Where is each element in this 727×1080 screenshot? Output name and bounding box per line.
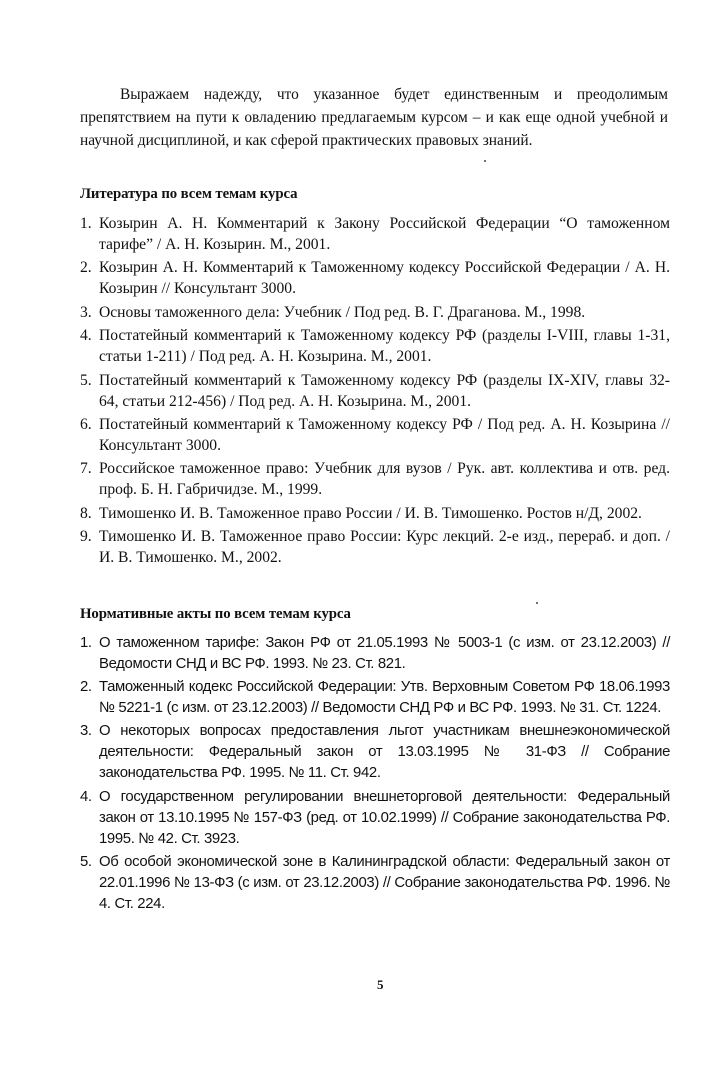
literature-list [80,213,670,571]
scan-speck [484,160,486,162]
list-item [80,852,670,915]
item-text: Об особой экономической зоне в Калининградской области: Федеральный закон от 22.01.1996 № 13-ФЗ (с изм. от 23.12.2003) // Собрание законодательства РФ. 1996. № 4. Ст. 224. [99,853,670,912]
list-item [80,503,670,524]
acts-heading: Нормативные акты по всем темам курса [80,606,351,622]
list-item [80,414,670,456]
item-text: Постатейный комментарий к Таможенному кодексу РФ (разделы I-VIII, главы 1-31, статьи 1-211) / Под ред. А. Н. Козырина. М., 2001. [99,327,670,366]
item-number: 1. [80,635,92,651]
item-text: О государственном регулировании внешнеторговой деятельности: Федеральный закон от 13.10.1995 № 157-ФЗ (ред. от 10.02.1999) // Собрание законодательства РФ. 1995. № 42. Ст. 3923. [99,788,670,847]
item-number: 4. [80,788,92,805]
item-text: Постатейный комментарий к Таможенному кодексу РФ (разделы IX-XIV, главы 32-64, статьи 212-456) / Под ред. А. Н. Козырина. М., 2001. [99,371,670,410]
list-item [80,633,670,675]
intro-paragraph: Выражаем надежду, что указанное будет единственным и преодолимым препятствием на пути к овладению предлагаемым курсом – и как еще одной учебной и научной дисциплиной, и как сферой практических правовых знаний. [80,86,668,150]
item-number: 6. [80,415,92,433]
list-item [80,721,670,784]
item-text: Основы таможенного дела: Учебник / Под ред. В. Г. Драганова. М., 1998. [99,303,586,321]
list-item [80,257,670,299]
list-item [80,677,670,719]
scan-speck [536,602,538,604]
list-item [80,787,670,850]
list-item [80,325,670,367]
item-number: 8. [80,504,92,522]
item-number: 4. [80,327,92,345]
acts-list [80,633,670,917]
item-number: 5. [80,853,92,870]
item-number: 3. [80,303,92,321]
page-number: 5 [377,977,384,992]
list-item [80,526,670,568]
list-item [80,370,670,412]
item-text: Козырин А. Н. Комментарий к Таможенному кодексу Российской Федерации / А. Н. Козырин // Консультант 3000. [99,259,670,298]
list-item [80,213,670,255]
item-number: 3. [80,723,92,740]
item-text: О таможенном тарифе: Закон РФ от 21.05.1993 № 5003-1 (с изм. от 23.12.2003) // Ведомости СНД и ВС РФ. 1993. № 23. Ст. 821. [99,635,670,672]
item-text: Тимошенко И. В. Таможенное право России: Курс лекций. 2-е изд., перераб. и доп. / И. В. Тимошенко. М., 2002. [99,528,670,567]
item-text: Таможенный кодекс Российской Федерации: Утв. Верховным Советом РФ 18.06.1993 № 5221-1 (с изм. от 23.12.2003) // Ведомости СНД РФ и ВС РФ. 1993. № 31. Ст. 1224. [99,679,670,717]
item-number: 1. [80,215,92,232]
list-item [80,458,670,500]
item-text: Постатейный комментарий к Таможенному кодексу РФ / Под ред. А. Н. Козырина // Консультант 3000. [99,415,670,454]
item-text: О некоторых вопросах предоставления льгот участникам внешнеэкономической деятельности: Федеральный закон от 13.03.1995 № 31-ФЗ // Собрание законодательства РФ. 1995. № 11. Ст. 942. [99,723,670,782]
item-number: 2. [80,679,92,696]
item-number: 5. [80,371,92,389]
literature-heading: Литература по всем темам курса [80,186,298,202]
item-number: 7. [80,460,92,478]
item-number: 9. [80,528,92,546]
list-item [80,302,670,323]
item-number: 2. [80,259,92,277]
item-text: Тимошенко И. В. Таможенное право России / И. В. Тимошенко. Ростов н/Д, 2002. [99,504,642,522]
item-text: Российское таможенное право: Учебник для вузов / Рук. авт. коллектива и отв. ред. проф. Б. Н. Габричидзе. М., 1999. [99,460,670,499]
item-text: Козырин А. Н. Комментарий к Закону Российской Федерации “О таможенном тарифе” / А. Н. Козырин. М., 2001. [99,215,670,253]
